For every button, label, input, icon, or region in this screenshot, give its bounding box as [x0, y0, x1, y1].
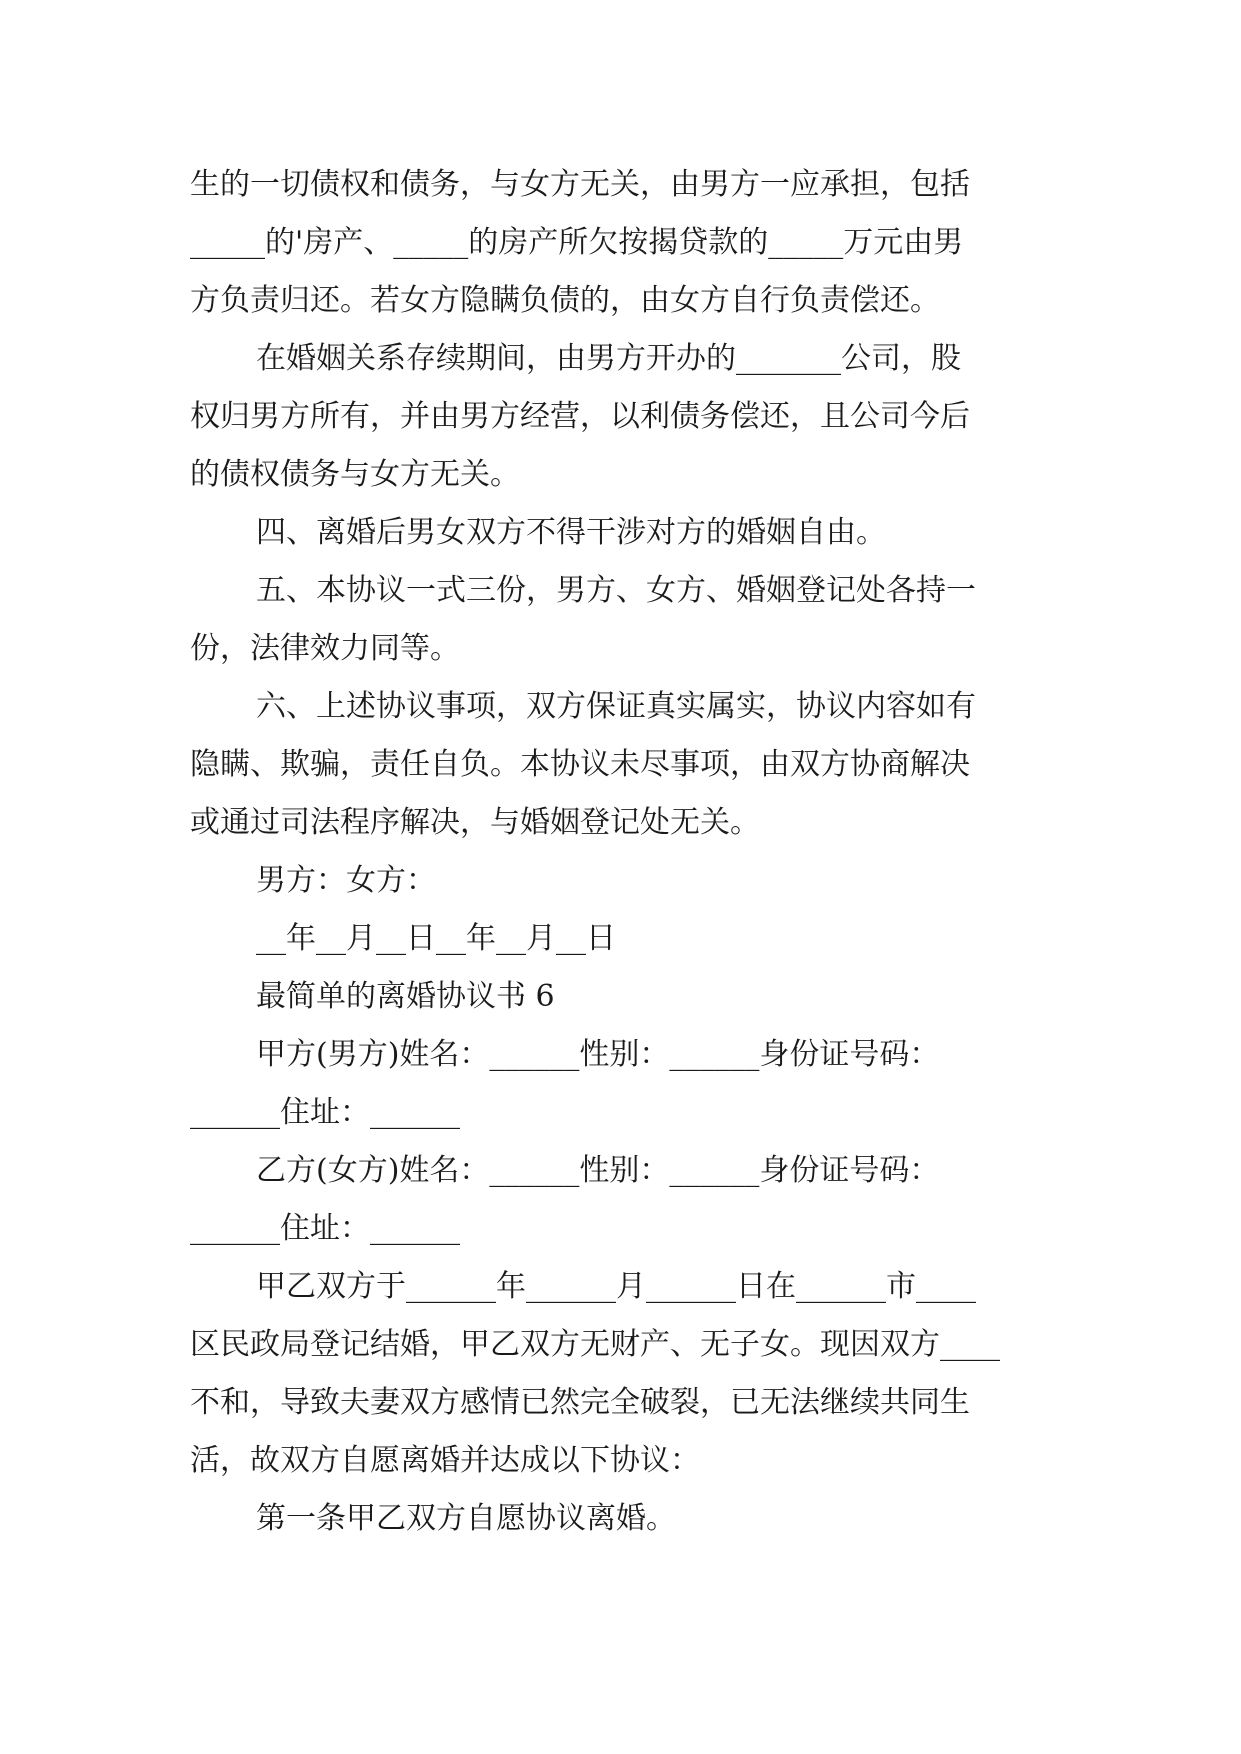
paragraph-line: 在婚姻关系存续期间，由男方开办的_______公司，股 [256, 341, 961, 376]
article-line: 第一条甲乙双方自愿协议离婚。 [256, 1501, 676, 1536]
paragraph-line: 五、本协议一式三份，男方、女方、婚姻登记处各持一 [256, 573, 976, 608]
section-title: 最简单的离婚协议书 6 [256, 979, 555, 1014]
signature-line: 男方：女方： [256, 863, 436, 898]
party-b-line: 乙方(女方)姓名：______性别：______身份证号码： [256, 1153, 940, 1188]
text-line: 生的一切债权和债务，与女方无关，由男方一应承担，包括 [190, 167, 970, 202]
date-line: __年__月__日__年__月__日 [256, 921, 616, 956]
party-a-address: ______住址：______ [190, 1095, 460, 1130]
party-b-address: ______住址：______ [190, 1211, 460, 1246]
text-line: 活，故双方自愿离婚并达成以下协议： [190, 1443, 700, 1478]
text-line: 方负责归还。若女方隐瞒负债的，由女方自行负责偿还。 [190, 283, 940, 318]
text-line: 不和，导致夫妻双方感情已然完全破裂，已无法继续共同生 [190, 1385, 970, 1420]
text-line: 区民政局登记结婚，甲乙双方无财产、无子女。现因双方____ [190, 1327, 1000, 1362]
text-line: 的债权债务与女方无关。 [190, 457, 520, 492]
paragraph-line: 六、上述协议事项，双方保证真实属实，协议内容如有 [256, 689, 976, 724]
text-line: 或通过司法程序解决，与婚姻登记处无关。 [190, 805, 760, 840]
text-line: _____的'房产、_____的房产所欠按揭贷款的_____万元由男 [190, 225, 964, 260]
text-line: 权归男方所有，并由男方经营，以利债务偿还，且公司今后 [190, 399, 970, 434]
paragraph-line: 四、离婚后男女双方不得干涉对方的婚姻自由。 [256, 515, 886, 550]
party-a-line: 甲方(男方)姓名：______性别：______身份证号码： [256, 1037, 940, 1072]
text-line: 份，法律效力同等。 [190, 631, 460, 666]
text-line: 隐瞒、欺骗，责任自负。本协议未尽事项，由双方协商解决 [190, 747, 970, 782]
paragraph-line: 甲乙双方于______年______月______日在______市____ [256, 1269, 976, 1304]
